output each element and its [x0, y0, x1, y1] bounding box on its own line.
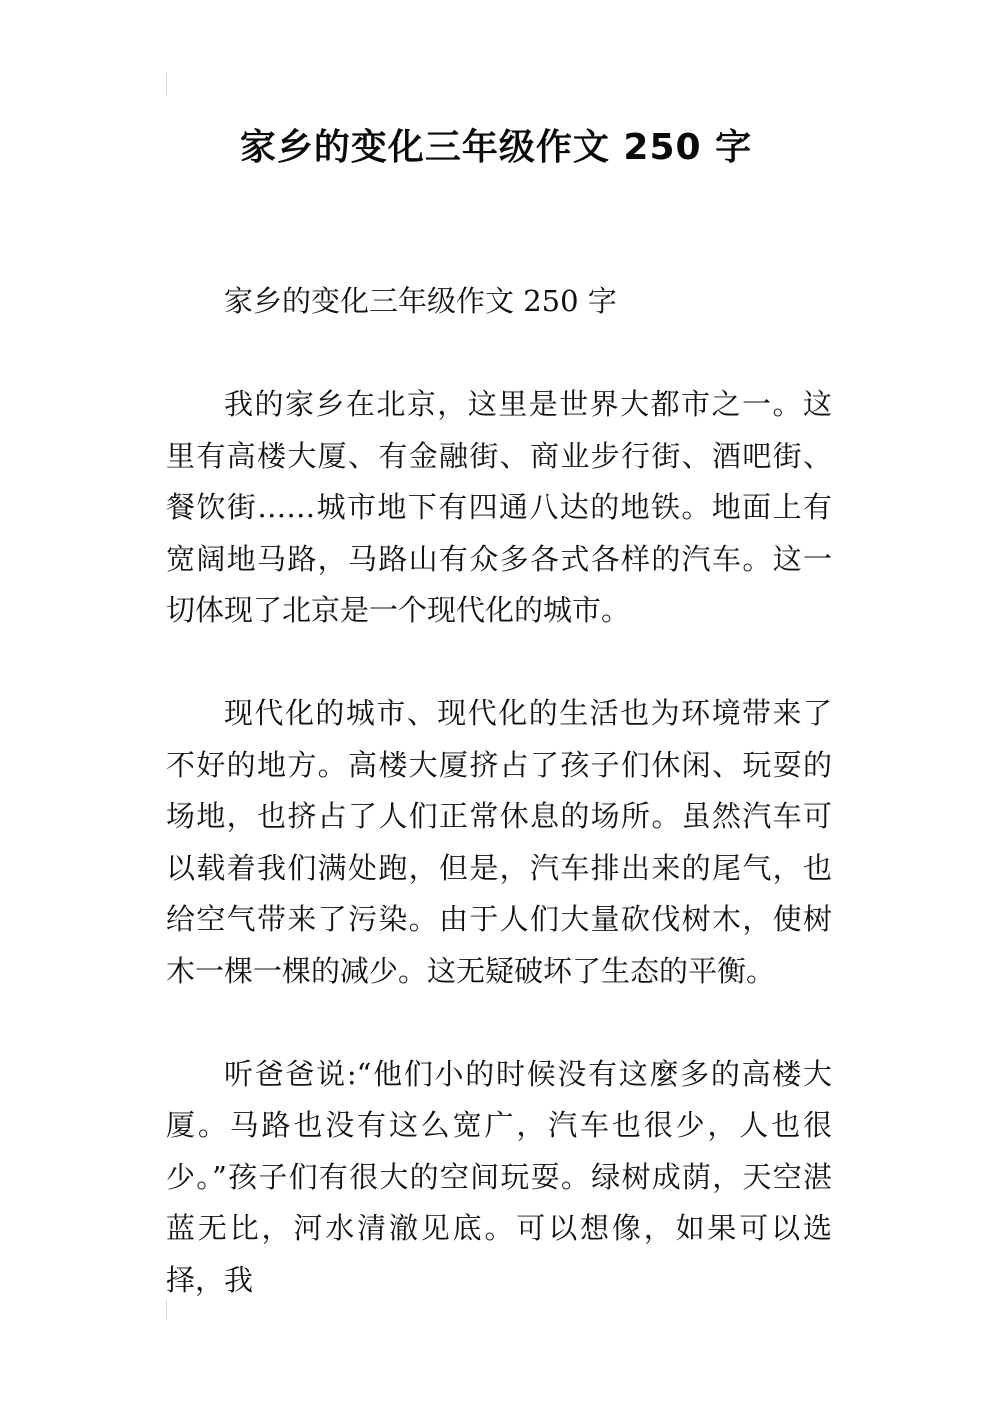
document-subtitle: 家乡的变化三年级作文 250 字 [224, 284, 617, 318]
page-margin-mark-top [166, 72, 167, 96]
paragraph-3: 听爸爸说:“他们小的时候没有这麼多的高楼大厦。马路也没有这么宽广，汽车也很少，人也很少。”孩子们有很大的空间玩耍。绿树成荫，天空湛蓝无比，河水清澈见底。可以想像，如果可以选择，我 [166, 1056, 832, 1297]
page-margin-mark-bottom [166, 1300, 167, 1320]
document-body [166, 276, 832, 1358]
paragraph-2: 现代化的城市、现代化的生活也为环境带来了不好的地方。高楼大厦挤占了孩子们休闲、玩耍的场地，也挤占了人们正常休息的场所。虽然汽车可以载着我们满处跑，但是，汽车排出来的尾气，也给空气带来了污染。由于人们大量砍伐树木，使树木一棵一棵的减少。这无疑破坏了生态的平衡。 [166, 696, 832, 988]
paragraph-1: 我的家乡在北京，这里是世界大都市之一。这里有高楼大厦、有金融街、商业步行街、酒吧街、餐饮街……城市地下有四通八达的地铁。地面上有宽阔地马路，马路山有众多各式各样的汽车。这一切体现了北京是一个现代化的城市。 [166, 387, 832, 627]
document-title: 家乡的变化三年级作文 250 字 [239, 127, 753, 168]
